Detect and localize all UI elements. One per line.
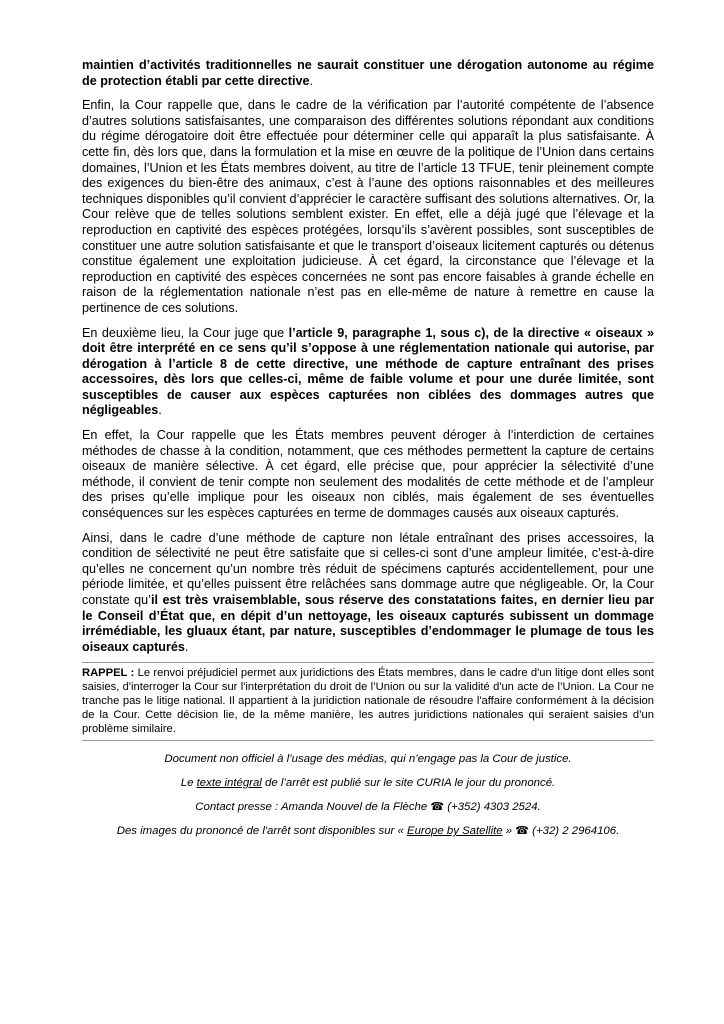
- footer-fulltext: [82, 777, 654, 790]
- phone-icon-2: ☎: [515, 824, 529, 837]
- footer-fulltext-after: de l’arrêt est publié sur le site CURIA le jour du prononcé.: [261, 776, 556, 789]
- paragraph-1: [82, 58, 654, 89]
- paragraph-3: [82, 326, 654, 420]
- paragraph-5: [82, 531, 654, 656]
- paragraph-2: Enfin, la Cour rappelle que, dans le cadre de la vérification par l’autorité compétente de l’absence d’autres solutions satisfaisantes, une comparaison des différentes solutions répondant aux conditions du régime dérogatoire doit être effectuée pour déterminer celle qui apparaît la plus satisfaisante. À cette fin, dès lors que, dans la formulation et la mise en œuvre de la politique de l’Union dans certains domaines, l’Union et les États membres doivent, au titre de l’article 13 TFUE, tenir pleinement compte des exigences du bien-être des animaux, c’est à l’aune des options raisonnables et des meilleures techniques disponibles qu’il convient d’apprécier le caractère suffisant des solutions alternatives. Or, la Cour relève que de telles solutions semblent exister. En effet, elle a déjà jugé que l’élevage et la reproduction en captivité des espèces protégées, lorsqu’ils s’avèrent possibles, sont susceptibles de constituer une autre solution satisfaisante et que le transport d’oiseaux licitement capturés ou détenus constitue également une exploitation judicieuse. À cet égard, la circonstance que l’élevage et la reproduction en captivité des espèces concernées ne sont pas encore faisables à grande échelle en raison de la réglementation nationale n’est pas en elle-même de nature à remettre en cause la pertinence de ces solutions.: [82, 98, 654, 315]
- footer-disclaimer: Document non officiel à l’usage des médias, qui n’engage pas la Cour de justice.: [164, 752, 572, 765]
- paragraph-5-end: .: [184, 639, 189, 654]
- document-page: [82, 58, 654, 849]
- paragraph-5-bold: il est très vraisemblable, sous réserve des constatations faites, en dernier lieu par le Conseil d’État que, en dépit d’un nettoyage, les oiseaux capturés subissent un dommage irrémédiable, les gluaux étant, par nature, susceptibles d’endommager le plumage de tous les oiseaux capturés: [82, 593, 654, 654]
- paragraph-3-end: .: [158, 403, 162, 418]
- paragraph-1-bold: maintien d’activités traditionnelles ne saurait constituer une dérogation autonome au régime de protection établi par cette directive: [82, 58, 654, 88]
- europe-by-satellite-link[interactable]: Europe by Satellite: [407, 824, 503, 837]
- images-phone: (+32) 2 2964106.: [532, 824, 620, 837]
- press-contact-phone: (+352) 4303 2524.: [447, 800, 541, 813]
- full-text-link[interactable]: texte intégral: [196, 776, 262, 789]
- rappel-label: RAPPEL :: [82, 667, 135, 680]
- divider-bottom: [82, 740, 654, 741]
- images-text: Des images du prononcé de l'arrêt sont disponibles sur «: [116, 824, 407, 837]
- phone-icon: ☎: [430, 800, 445, 813]
- press-contact-text: Contact presse : Amanda Nouvel de la Flèche: [195, 800, 431, 813]
- footer: [82, 753, 654, 838]
- paragraph-1-end: .: [309, 73, 313, 88]
- rappel-box: [82, 663, 654, 740]
- footer-fulltext-before: Le: [180, 776, 197, 789]
- paragraph-3-bold: l’article 9, paragraphe 1, sous c), de la directive « oiseaux » doit être interprété en ce sens qu’il s’oppose à une réglementation nationale qui autorise, par dérogation à l’article 8 de cette directive, une méthode de capture entraînant des prises accessoires, dès lors que celles-ci, même de faible volume et pour une durée limitée, sont susceptibles de causer aux espèces capturées non ciblées des dommages autres que négligeables: [82, 325, 654, 418]
- footer-images: [82, 825, 654, 838]
- paragraph-3-start: En deuxième lieu, la Cour juge que: [82, 325, 289, 340]
- rappel-text: Le renvoi préjudiciel permet aux juridictions des États membres, dans le cadre d'un litige dont elles sont saisies, d'interroger la Cour sur l'interprétation du droit de l’Union ou sur la validité d'un acte de l’Union. La Cour ne tranche pas le litige national. Il appartient à la juridiction nationale de résoudre l'affaire conformément à la décision de la Cour. Cette décision lie, de la même manière, les autres juridictions nationales qui seraient saisies d’un problème similaire.: [82, 667, 654, 735]
- images-mid: »: [502, 824, 516, 837]
- paragraph-4: En effet, la Cour rappelle que les États membres peuvent déroger à l’interdiction de certaines méthodes de chasse à la condition, notamment, que ces méthodes permettent la capture de certains oiseaux de manière sélective. À cet égard, elle précise que, pour apprécier la sélectivité d’une méthode, il convient de tenir compte non seulement des modalités de cette méthode et de l’ampleur des prises qu’elle implique pour les oiseaux non ciblés, mais également de ses éventuelles conséquences sur les espèces capturées en terme de dommages causés aux oiseaux capturés.: [82, 428, 654, 521]
- footer-press-contact: [82, 801, 654, 814]
- paragraph-5-start: Ainsi, dans le cadre d’une méthode de capture non létale entraînant des prises accessoires, la condition de sélectivité ne peut être satisfaite que si celles-ci sont d’une ampleur limitée, c’est-à-dire qu’elles ne concernent qu’un nombre très réduit de spécimens capturés accidentellement, pour une période limitée, et qu’elles puissent être relâchées sans dommage autre que négligeable. Or, la Cour constate qu’: [82, 530, 654, 607]
